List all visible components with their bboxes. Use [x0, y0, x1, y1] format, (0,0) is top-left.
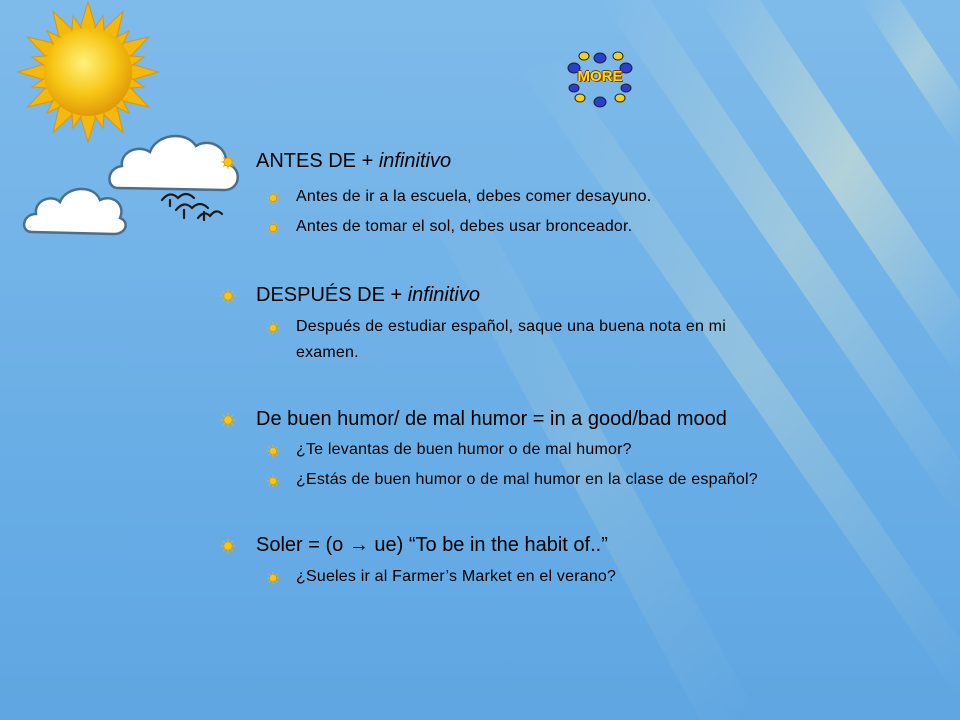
bullet-heading [256, 284, 480, 307]
heading-italic: infinitivo [378, 150, 452, 172]
bullet-sun-icon [220, 412, 236, 428]
sub-bullet-text: ¿Estás de buen humor o de mal humor en la clase de español? [296, 471, 758, 488]
bullet-heading [256, 150, 451, 173]
sub-bullet-text: Antes de tomar el sol, debes usar bronceador. [296, 218, 633, 235]
sub-bullet-sun-icon [266, 474, 280, 488]
birds-icon [160, 188, 224, 224]
sub-bullet-text: Antes de ir a la escuela, debes comer desayuno. [296, 188, 652, 205]
sub-bullet-text: ¿Sueles ir al Farmer’s Market en el verano? [296, 568, 617, 585]
bullet-sun-icon [220, 538, 236, 554]
sub-bullet-sun-icon [266, 571, 280, 585]
heading-text: Soler = (o [256, 534, 349, 556]
heading-italic: infinitivo [407, 284, 480, 306]
more-badge[interactable] [562, 48, 638, 110]
sub-bullet-text: examen. [296, 344, 359, 361]
sub-bullet-text: Después de estudiar español, saque una buena nota en mi [296, 318, 726, 335]
heading-text: DESPUÉS DE + [256, 284, 408, 306]
sub-bullet-sun-icon [266, 221, 280, 235]
arrow-right-icon: → [348, 534, 369, 556]
heading-text: ANTES DE + [256, 150, 379, 172]
more-label[interactable]: MORE [577, 68, 623, 85]
sub-bullet-text: ¿Te levantas de buen humor o de mal humor? [296, 441, 632, 458]
bullet-sun-icon [220, 154, 236, 170]
bullet-sun-icon [220, 288, 236, 304]
heading-text-rest: ue) “To be in the habit of..” [368, 534, 608, 556]
heading-text: De buen humor/ de mal humor = in a good/bad mood [256, 408, 727, 430]
sub-bullet-sun-icon [266, 191, 280, 205]
sub-bullet-sun-icon [266, 321, 280, 335]
bullet-heading [256, 408, 727, 431]
bullet-heading [256, 534, 608, 557]
sub-bullet-sun-icon [266, 444, 280, 458]
cloud-small-icon [20, 176, 130, 242]
